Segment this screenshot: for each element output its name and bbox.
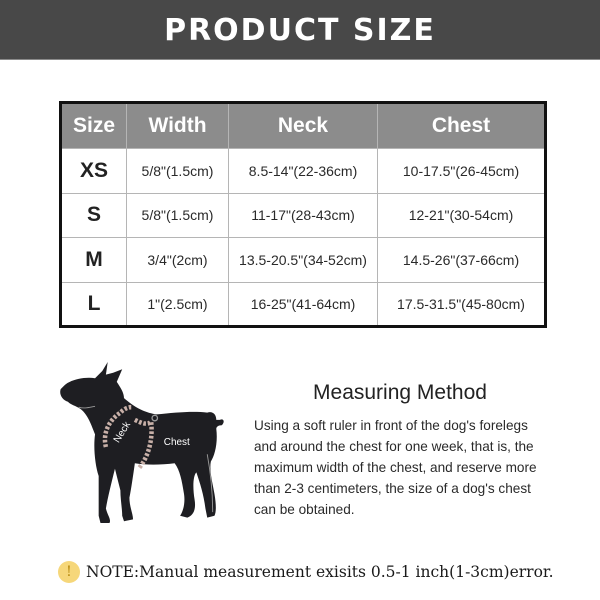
title-banner [0, 0, 600, 60]
neck-cell: 16-25"(41-64cm) [229, 282, 378, 327]
page-title: PRODUCT SIZE [164, 13, 436, 48]
measuring-method-text: Using a soft ruler in front of the dog's forelegs and around the chest for one week, that is, the maximum width of the chest, and reserve more than 2-3 centimeters, the size of a dog's chest can be obtained. [254, 418, 537, 517]
neck-label: Neck [111, 419, 134, 445]
warning-icon: ! [58, 561, 80, 583]
table-header-row [61, 103, 546, 149]
measuring-method-title: Measuring Method [313, 381, 487, 404]
size-cell: XS [61, 149, 127, 194]
size-cell: M [61, 238, 127, 283]
chest-cell: 12-21"(30-54cm) [378, 193, 546, 238]
size-chart-table [59, 101, 547, 328]
chest-label: Chest [163, 437, 190, 449]
size-cell: L [61, 282, 127, 327]
neck-cell: 8.5-14"(22-36cm) [229, 149, 378, 194]
width-cell: 5/8"(1.5cm) [127, 149, 229, 194]
dog-silhouette-icon [60, 362, 223, 523]
header-chest: Chest [378, 103, 546, 149]
width-cell: 1"(2.5cm) [127, 282, 229, 327]
table-row [61, 238, 546, 283]
width-cell: 3/4"(2cm) [127, 238, 229, 283]
note [58, 561, 554, 583]
header-neck: Neck [229, 103, 378, 149]
neck-cell: 11-17"(28-43cm) [229, 193, 378, 238]
table-row [61, 193, 546, 238]
chest-cell: 10-17.5"(26-45cm) [378, 149, 546, 194]
neck-cell: 13.5-20.5"(34-52cm) [229, 238, 378, 283]
header-size: Size [61, 103, 127, 149]
width-cell: 5/8"(1.5cm) [127, 193, 229, 238]
size-cell: S [61, 193, 127, 238]
table-row [61, 149, 546, 194]
chest-cell: 17.5-31.5"(45-80cm) [378, 282, 546, 327]
dog-harness-illustration [48, 352, 238, 542]
chest-cell: 14.5-26"(37-66cm) [378, 238, 546, 283]
note-text: NOTE:Manual measurement exisits 0.5-1 inch(1-3cm)error. [86, 563, 554, 581]
header-width: Width [127, 103, 229, 149]
table-row [61, 282, 546, 327]
